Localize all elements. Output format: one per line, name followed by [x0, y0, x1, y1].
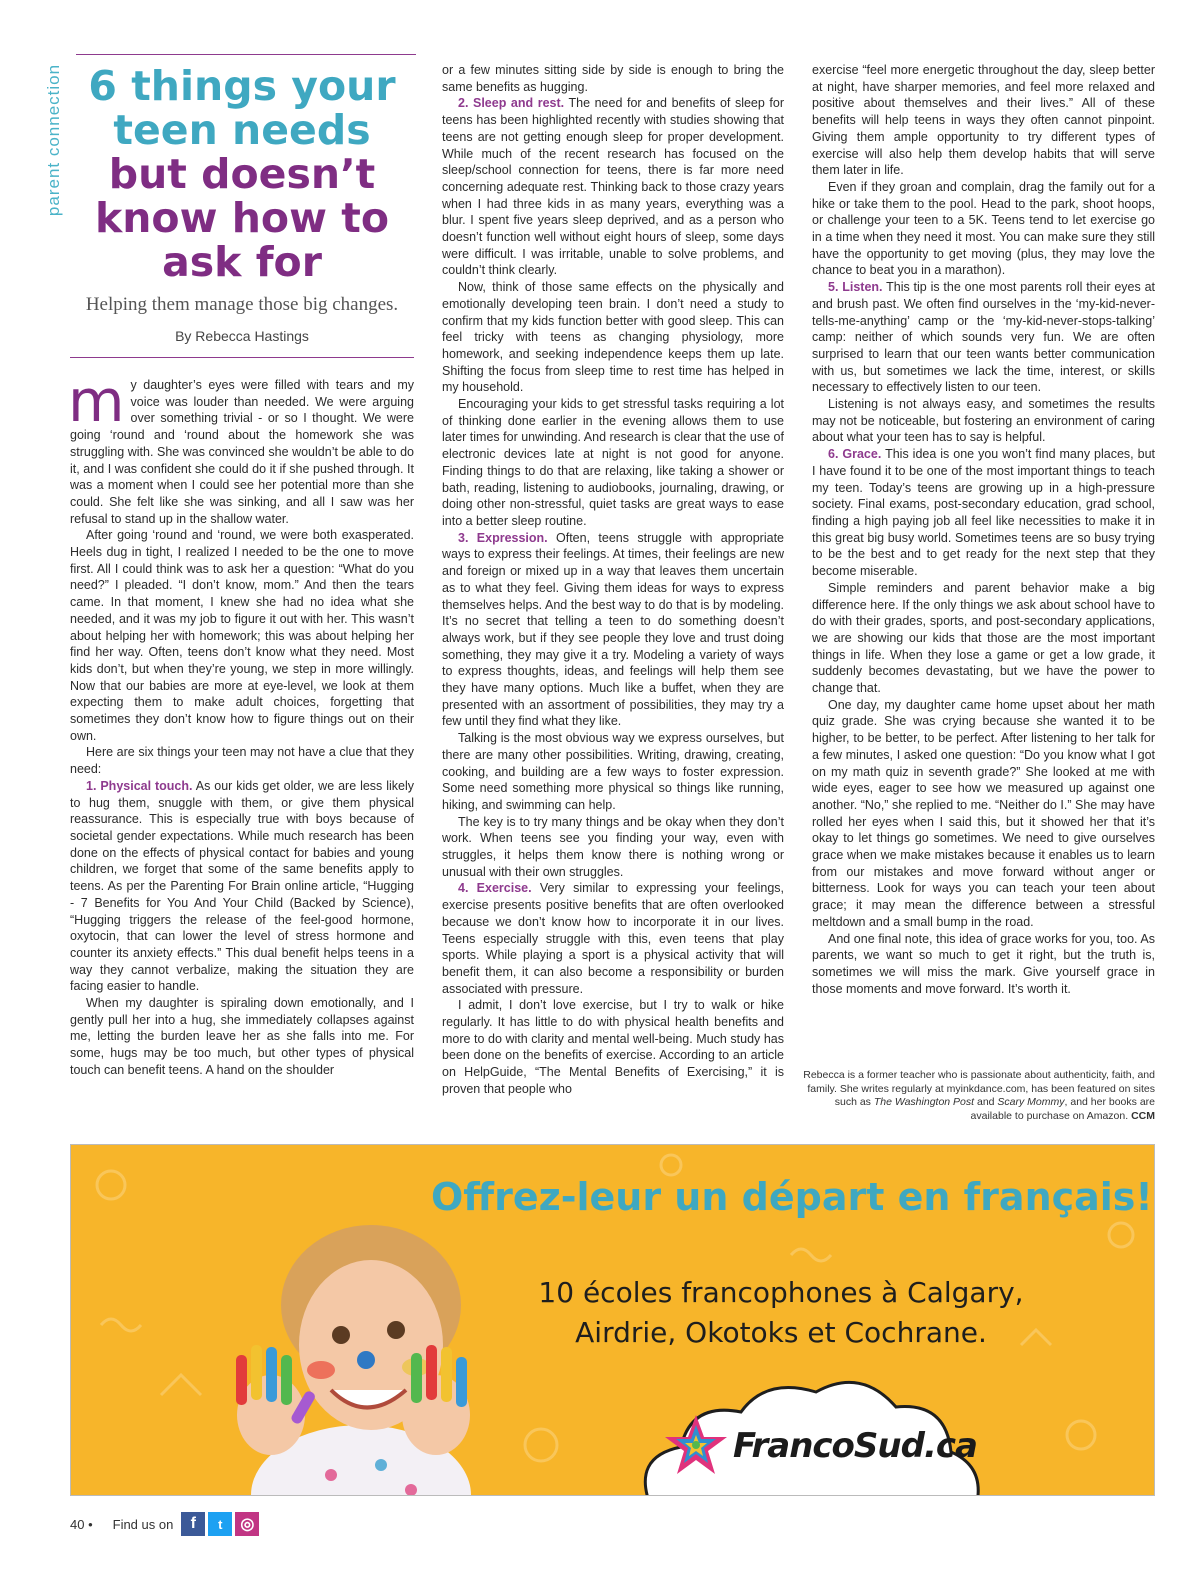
paragraph: Even if they groan and complain, drag the family out for a hike or take them to the pool. Head to the park, shoot hoops, or challenge your teen to a 5K. Teens tend to let exercise go in a time when they need it most. You can make sure they still have the opportunity to get moving (plus, they may love the chance to beat you in a marathon).: [812, 179, 1155, 278]
instagram-icon[interactable]: ◎: [235, 1512, 259, 1536]
right-painted-hand: [402, 1345, 470, 1455]
ad-line-2: Airdrie, Okotoks et Cochrane.: [575, 1316, 987, 1349]
child-with-painted-hands-image: [221, 1195, 481, 1496]
paragraph: 1. Physical touch. As our kids get older, we are less likely to hug them, snuggle with them, or give them physical reassurance. This is especially true with boys because of societal gender expectations. While much research has been done on the effects of physical contact for babies and young children, we forget that some of the same benefits apply to teens. As per the Parenting For Brain online article, “Hugging - 7 Benefits for You And Your Child (Backed by Science), “Hugging triggers the release of the feel-good hormone, oxytocin, that can lower the level of stress hormone and counter its anxiety effects.” This dual benefit helps teens in a way they cannot verbalize, making the situation they are facing easier to handle.: [70, 778, 415, 994]
paragraph: The key is to try many things and be okay when they don’t work. When teens see you finding your way, even with struggles, it helps them know there is nothing wrong or unusual with their own struggles.: [442, 814, 784, 879]
section-heading-grace: 6. Grace.: [828, 447, 882, 462]
headline-line-4: know how to: [94, 194, 390, 242]
paragraph: Now, think of those same effects on the physically and emotionally developing teen brain. I don’t need a study to confirm that my kids function better with good sleep. This can feel tricky with teens as changing physiology, more homework, and seeking independence keeps them up late. Shifting the focus from sleep time to rest time has helped in my household.: [442, 280, 784, 395]
star-logo-icon: [661, 1411, 731, 1481]
section-heading-sleep: 2. Sleep and rest.: [458, 96, 565, 111]
paragraph: 5. Listen. This tip is the one most parents roll their eyes at and brush past. We often find ourselves in the ‘my-kid-never-tells-me-anything’ camp or the ‘my-kid-never-stops-talking’ camp: neither of which sounds very fun. We are often surprised to learn that our teen wants better communication with us, but sometimes we lack the time, interest, or skills necessary to effectively listen to our teen.: [812, 280, 1155, 395]
paragraph: Simple reminders and parent behavior make a big difference here. If the only things we ask about school have to do with their grades, sports, and post-secondary applications, we are showing our kids that those are the most important things in life. When they lose a game or get a low grade, it suddenly becomes devastating, but we have the power to change that.: [812, 580, 1155, 696]
headline-line-1: 6 things your: [88, 62, 396, 110]
drop-cap: m: [68, 367, 125, 435]
paragraph: Talking is the most obvious way we express ourselves, but there are many other possibilities. Writing, drawing, creating, cooking, and building are a few ways to foster expression. Some need something more physical so things like running, hiking, and swimming can help.: [442, 731, 784, 812]
magazine-signoff: CCM: [1131, 1109, 1155, 1122]
paragraph: And one final note, this idea of grace works for you, too. As parents, we want so much to get it right, but the truth is, sometimes we will miss the mark. Give yourself grace in those moments and move forward. It’s worth it.: [812, 931, 1155, 996]
headline-line-3: but doesn’t: [108, 150, 376, 198]
article-byline: By Rebecca Hastings: [175, 328, 309, 344]
author-bio: Rebecca is a former teacher who is passionate about authenticity, faith, and family. She writes regularly at myinkdance.com, has been featured on sites such as The Washington Post and Scary Mommy, and her books are available to purchase on Amazon. CCM: [803, 1069, 1155, 1122]
paragraph: 2. Sleep and rest. The need for and benefits of sleep for teens has been highlighted recently with studies showing that teens are not getting enough sleep for proper development. While much of the recent research has focused on the sleep/school connection for teens, there is far more need concerning adequate rest. Thinking back to those crazy years when I had three kids in as many years, everything was a blur. I spent five years sleep deprived, and as a person who doesn’t function well without eight hours of sleep, some days were difficult. I was irritable, unable to solve problems, and couldn’t think clearly.: [442, 96, 784, 278]
headline-line-2: teen needs: [113, 106, 371, 154]
paragraph: When my daughter is spiraling down emotionally, and I gently pull her into a hug, she immediately collapses against me, letting the burden leave her as she falls into me. For some, hugs may be too much, but other types of physical touch can benefit teens. A hand on the shoulder: [70, 996, 414, 1077]
paragraph: exercise “feel more energetic throughout the day, sleep better at night, have sharper memories, and feel more relaxed and positive about themselves and their lives.” All of these benefits will help teens in ways they often cannot pinpoint. Giving them ample opportunity to try different types of exercise will also help them develop habits that will serve them later in life.: [812, 63, 1155, 178]
article-column-1: [68, 367, 415, 1079]
section-heading-physical-touch: 1. Physical touch.: [86, 778, 193, 793]
twitter-icon[interactable]: t: [208, 1512, 232, 1536]
paragraph: 6. Grace. This idea is one you won’t find many places, but I have found it to be one of the most important things to teach my teen. Today’s teens are growing up in a high-pressure society. Final exams, post-secondary education, grad school, finding a high paying job all feel like necessities to make it in this great big busy world. Sometimes teens are so busy trying to be the best and to get ready for the next step that they become miserable.: [812, 447, 1155, 579]
find-us-label: Find us on: [112, 1516, 174, 1532]
page-footer: [70, 1510, 262, 1538]
francosud-advertisement[interactable]: [70, 1144, 1155, 1496]
paragraph: After going ‘round and ‘round, we were both exasperated. Heels dug in tight, I realized I needed to be the one to move first. All I could think was to ask her a question: “What do you need?” I pleaded. “I don’t know, mom.” And then the tears came. In that moment, I knew she had no idea what she needed, and it was my job to figure it out with her. This wasn’t about helping her with homework; this was about helping her find her way. Often, teens don’t know what they need. Most kids don’t, but when they’re young, we step in more willingly. Now that our babies are more at eye-level, we look at them expecting them to make adult choices, forgetting that sometimes they don’t know how to figure things out on their own.: [70, 528, 414, 743]
paragraph: Here are six things your teen may not have a clue that they need:: [70, 745, 414, 777]
article-column-3: [812, 62, 1155, 997]
paragraph: Encouraging your kids to get stressful tasks requiring a lot of thinking done earlier in the evening allows them to use later times for unwinding. And research is clear that the use of electronic devices late at night is not good for anyone. Finding things to do that are relaxing, like taking a shower or bath, reading, listening to audiobooks, journaling, drawing, or doing other non-stressful, quiet tasks are great ways to ease into a better sleep routine.: [442, 397, 784, 528]
section-heading-expression: 3. Expression.: [458, 530, 548, 545]
paragraph: 3. Expression. Often, teens struggle with appropriate ways to express their feelings. At times, their feelings are new and foreign or mixed up in a way that leaves them uncertain as to what they feel. Giving them ideas for ways to express themselves helps. And the best way to do that is by modeling. It’s no secret that telling a teen to do something doesn’t always work, but if they see people they love and trust doing something, they may give it a try. Modeling a variety of ways to express thoughts, ideas, and feelings will help them see they have many options. Much like a buffet, when they are presented with an assortment of possibilities, they may try a few until they find what they like.: [442, 530, 784, 729]
paragraph: my daughter’s eyes were filled with tears and my voice was louder than needed. We were arguing over something trivial - or so I thought. We were going ‘round and ‘round about the homework she was struggling with. She was convinced she wouldn’t be able to do it, and I was confident she could do it if she pushed through. It was a moment when I could see her potential more than she could. She felt like she was sinking, and all I saw was her refusal to stand up in the shallow water.: [68, 367, 414, 526]
section-label: parent connection: [44, 63, 63, 217]
paragraph: or a few minutes sitting side by side is enough to bring the same benefits as hugging.: [442, 63, 784, 94]
facebook-icon[interactable]: f: [181, 1512, 205, 1536]
publication-name: Scary Mommy: [997, 1096, 1065, 1108]
article-subtitle: Helping them manage those big changes.: [85, 294, 399, 315]
section-heading-exercise: 4. Exercise.: [458, 881, 532, 896]
paragraph: I admit, I don’t love exercise, but I try to walk or hike regularly. It has little to do with physical health benefits and more to do with clarity and mental well-being. Much study has been done on the benefits of exercise. According to an article on HelpGuide, “The Mental Benefits of Exercising,” it is proven that people who: [442, 998, 784, 1096]
article-headline: [70, 64, 414, 284]
byline-bottom-rule: [70, 357, 414, 358]
headline-line-5: ask for: [162, 238, 322, 286]
ad-line-1: 10 écoles francophones à Calgary,: [538, 1276, 1024, 1309]
logo-text: FrancoSud.ca: [733, 1426, 977, 1466]
francosud-logo[interactable]: [661, 1411, 977, 1481]
section-heading-listen: 5. Listen.: [828, 280, 883, 295]
publication-name: The Washington Post: [873, 1096, 975, 1108]
ad-body-text: [501, 1273, 1061, 1353]
page-number: 40 •: [70, 1516, 93, 1532]
article-column-2: [442, 62, 784, 1098]
paragraph: Listening is not always easy, and sometimes the results may not be noticeable, but fostering an environment of caring about what your teen has to say is helpful.: [812, 397, 1155, 445]
paragraph: 4. Exercise. Very similar to expressing your feelings, exercise presents positive benefits that are often overlooked because we don’t know how to incorporate it in our lives. Teens especially struggle with this, even teens that play sports. While playing a sport is a physical activity that will benefit them, it can also become a responsibility or burden associated with pressure.: [442, 881, 784, 996]
ad-headline: Offrez-leur un départ en français!: [431, 1175, 1153, 1219]
paragraph: One day, my daughter came home upset about her math quiz grade. She was crying because she wanted it to be higher, to be better, to be perfect. After listening to her talk for a few minutes, I asked one question: “Do you know what I got on my math quiz in seventh grade?” She looked at me with wide eyes, eager to see how we measured up against one another. “No,” she replied to me. “Neither do I.” She may have rolled her eyes when I said this, but it showed her that it’s okay to let things go sometimes. We need to give ourselves grace when we make mistakes because it enables us to learn from our mistakes and move forward without anger or bitterness. Look for ways you can teach your teen about grace; it may mean the difference between a stressful meltdown and a small bump in the road.: [812, 697, 1155, 929]
headline-top-rule: [76, 54, 416, 55]
